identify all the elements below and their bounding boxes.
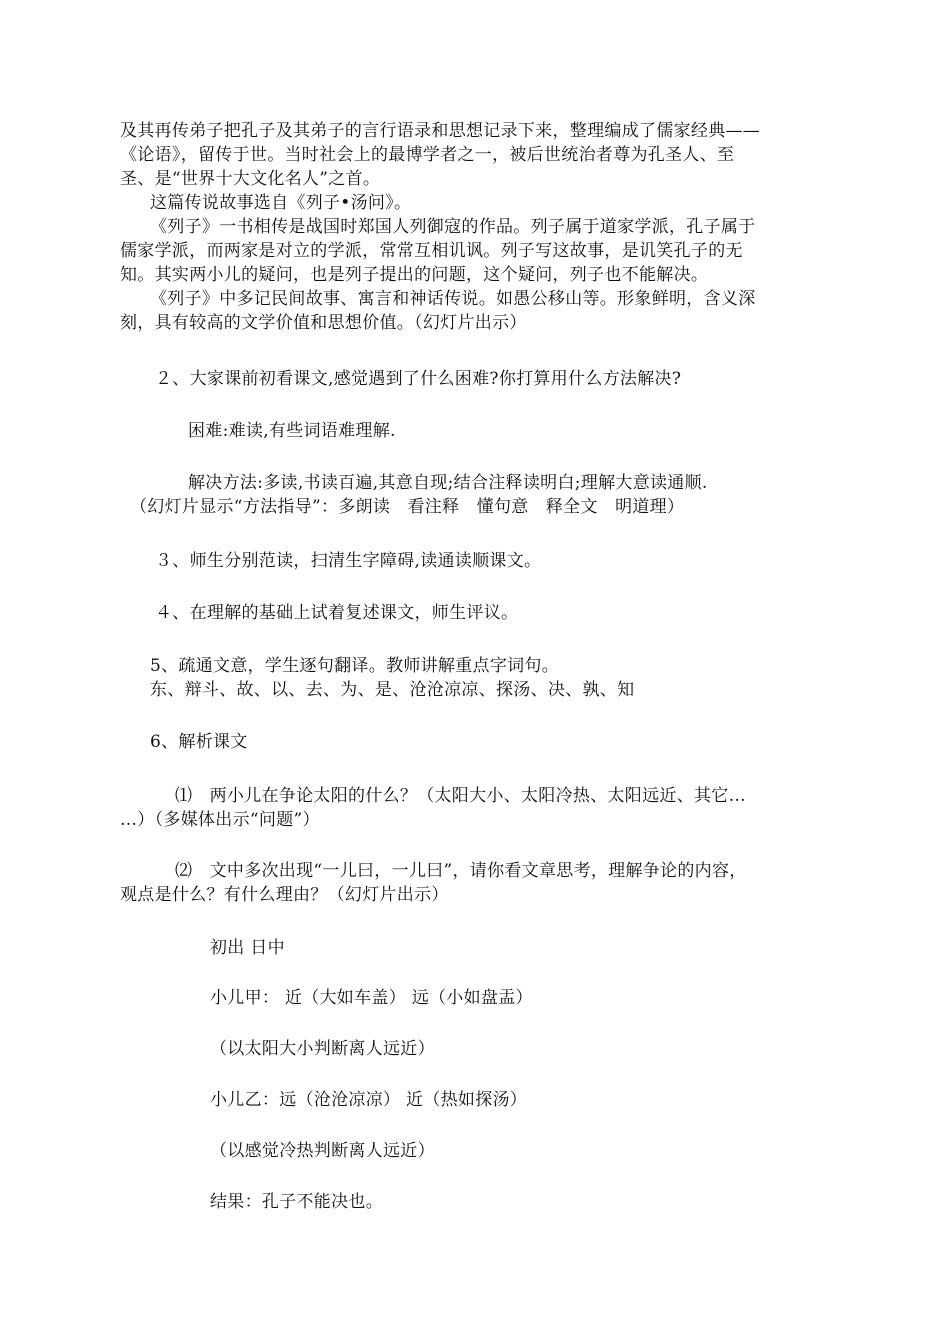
question-line: ⑵ 文中多次出现“一儿曰，一儿曰”，请你看文章思考，理解争论的内容， <box>175 861 747 881</box>
step-heading: 5、疏通文意，学生逐句翻译。教师讲解重点字词句。 <box>150 656 560 676</box>
paragraph-line: 及其再传弟子把孔子及其弟子的言行语录和思想记录下来，整理编成了儒家经典—— <box>120 121 761 141</box>
paragraph-line: 圣、是“世界十大文化名人”之首。 <box>120 169 381 189</box>
question-line: ⑴ 两小儿在争论太阳的什么？（太阳大小、太阳冷热、太阳远近、其它… <box>175 786 746 806</box>
paragraph-line: 这篇传说故事选自《列子•汤问》。 <box>150 193 412 213</box>
board-line: 小儿乙：远（沧沧凉凉） 近（热如探汤） <box>210 1090 528 1110</box>
paragraph-line: 《列子》一书相传是战国时郑国人列御寇的作品。列子属于道家学派，孔子属于 <box>150 217 756 237</box>
step-heading: ２、大家课前初看课文,感觉遇到了什么困难?你打算用什么方法解决? <box>155 369 682 389</box>
paragraph-line: （幻灯片显示“方法指导”：多朗读 看注释 懂句意 释全文 明道理） <box>130 497 685 517</box>
question-line: …）（多媒体出示“问题”） <box>120 810 320 830</box>
step-heading: ３、师生分别范读，扫清生字障碍,读通读顺课文。 <box>155 551 542 571</box>
paragraph-line: 刻，具有较高的文学价值和思想价值。（幻灯片出示） <box>120 313 527 333</box>
paragraph-line: 儒家学派，而两家是对立的学派，常常互相讥讽。列子写这故事，是讥笑孔子的无 <box>120 241 743 261</box>
paragraph-line: 知。其实两小儿的疑问，也是列子提出的问题，这个疑问，列子也不能解决。 <box>120 265 709 285</box>
paragraph-line: 解决方法:多读,书读百遍,其意自现;结合注释读明白;理解大意读通顺. <box>188 473 708 493</box>
paragraph-line: 《列子》中多记民间故事、寓言和神话传说。如愚公移山等。形象鲜明，含义深 <box>150 289 756 309</box>
paragraph-line: 东、辩斗、故、以、去、为、是、沧沧凉凉、探汤、决、孰、知 <box>150 680 635 700</box>
board-line: （以太阳大小判断离人远近） <box>210 1039 435 1059</box>
question-line: 观点是什么？有什么理由？（幻灯片出示） <box>120 885 449 905</box>
board-line: 结果：孔子不能决也。 <box>210 1192 383 1212</box>
board-line: （以感觉冷热判断离人远近） <box>210 1141 435 1161</box>
paragraph-line: 《论语》，留传于世。当时社会上的最博学者之一，被后世统治者尊为孔圣人、至 <box>120 145 735 165</box>
board-line: 初出 日中 <box>210 938 285 958</box>
step-heading: ４、在理解的基础上试着复述课文，师生评议。 <box>155 603 519 623</box>
step-heading: 6、解析课文 <box>150 732 248 752</box>
paragraph-line: 困难:难读,有些词语难理解. <box>188 421 396 441</box>
board-line: 小儿甲： 近（大如车盖） 远（小如盘盂） <box>210 988 533 1008</box>
